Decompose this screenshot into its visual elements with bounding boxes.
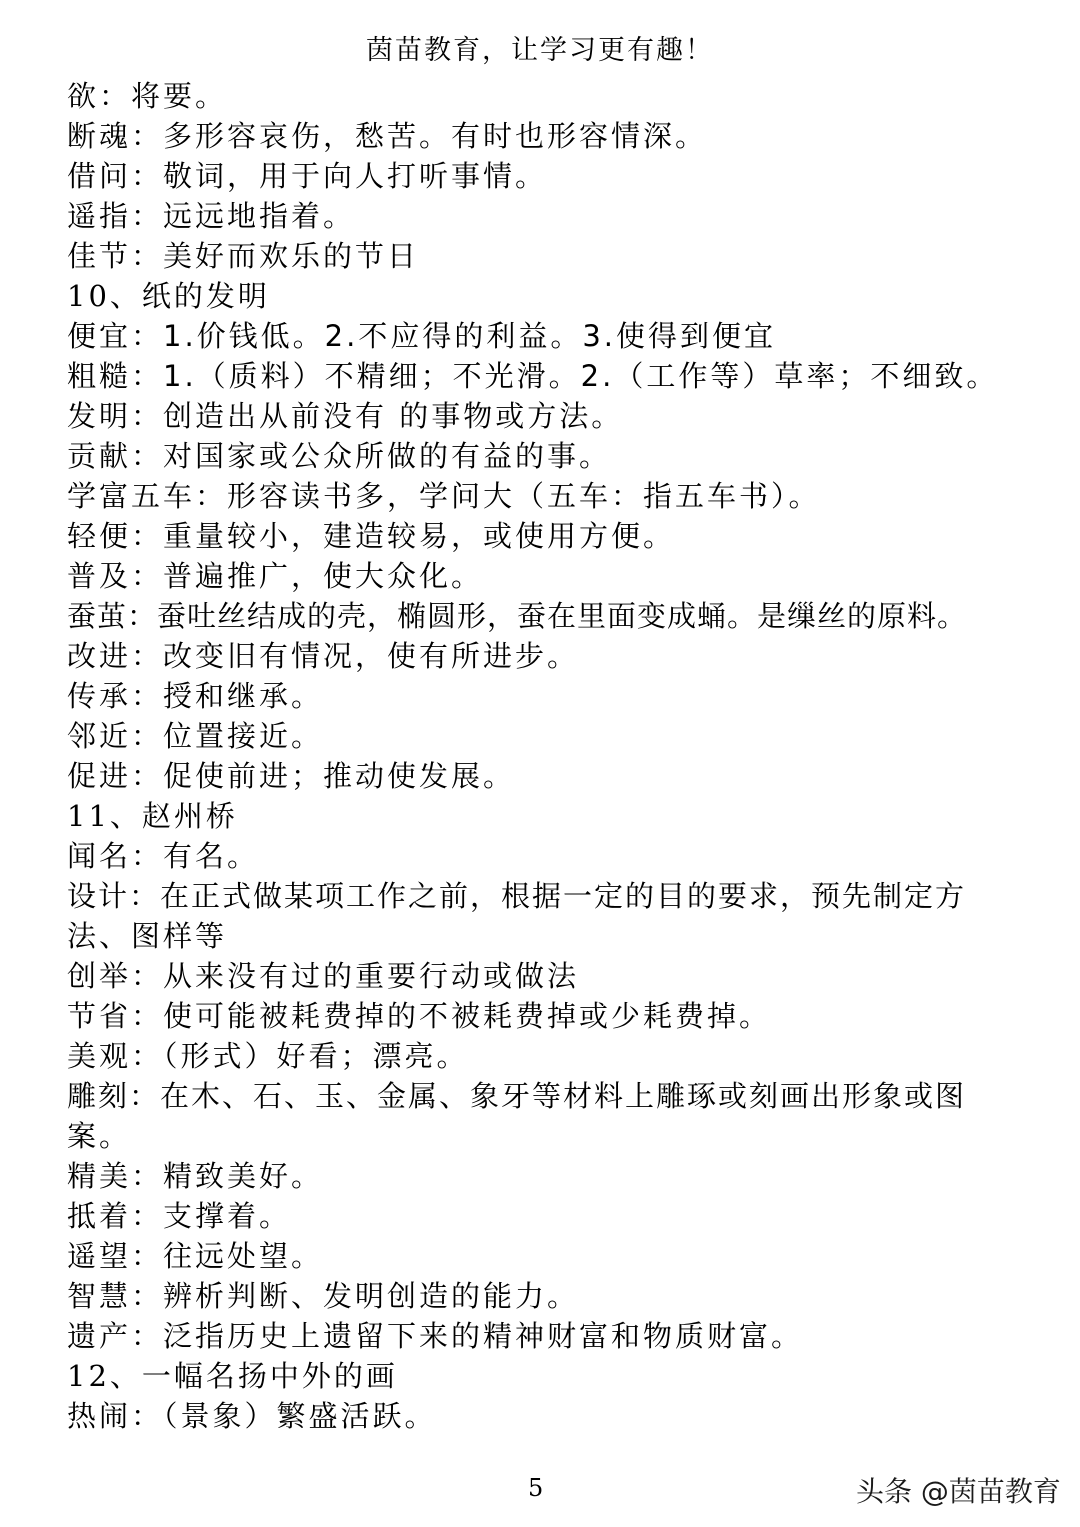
lesson-heading: 11、赵州桥: [67, 799, 238, 833]
page-number: 5: [528, 1474, 544, 1502]
definition-line: 普及：普遍推广，使大众化。: [67, 559, 484, 593]
definition-line: 贡献：对国家或公众所做的有益的事。: [67, 439, 612, 473]
definition-line: 设计：在正式做某项工作之前，根据一定的目的要求，预先制定方: [67, 879, 967, 913]
definition-line: 遗产：泛指历史上遗留下来的精神财富和物质财富。: [67, 1319, 804, 1353]
definition-line: 粗糙：1.（质料）不精细；不光滑。2.（工作等）草率；不细致。: [67, 359, 999, 393]
definition-line: 热闹：（景象）繁盛活跃。: [67, 1399, 437, 1433]
definition-line: 促进：促使前进；推动使发展。: [67, 759, 516, 793]
watermark: 头条 @茵苗教育: [856, 1475, 1061, 1508]
definition-line: 遥望：往远处望。: [67, 1239, 324, 1273]
definition-line: 美观：（形式）好看；漂亮。: [67, 1039, 469, 1073]
definition-line-continuation: 案。: [67, 1119, 132, 1153]
definition-line: 轻便：重量较小，建造较易，或使用方便。: [67, 519, 676, 553]
definition-line: 抵着：支撑着。: [67, 1199, 292, 1233]
definition-line: 发明：创造出从前没有 的事物或方法。: [67, 399, 624, 433]
document-body: [67, 76, 1027, 1436]
definition-line: 智慧：辨析判断、发明创造的能力。: [67, 1279, 580, 1313]
page-header-title: 茵苗教育，让学习更有趣！: [366, 35, 714, 66]
definition-line: 闻名：有名。: [67, 839, 260, 873]
definition-line: 佳节：美好而欢乐的节日: [67, 239, 420, 273]
definition-line: 传承：授和继承。: [67, 679, 324, 713]
definition-line: 创举：从来没有过的重要行动或做法: [67, 959, 580, 993]
lesson-heading: 12、一幅名扬中外的画: [67, 1359, 398, 1393]
definition-line: 蚕茧：蚕吐丝结成的壳，椭圆形，蚕在里面变成蛹。是缫丝的原料。: [67, 599, 968, 633]
definition-line: 便宜：1.价钱低。2.不应得的利益。3.使得到便宜: [67, 319, 777, 353]
definition-line: 借问：敬词，用于向人打听事情。: [67, 159, 548, 193]
definition-line: 精美：精致美好。: [67, 1159, 324, 1193]
definition-line-continuation: 法、图样等: [67, 919, 228, 953]
definition-line: 邻近：位置接近。: [67, 719, 324, 753]
definition-line: 改进：改变旧有情况，使有所进步。: [67, 639, 580, 673]
definition-line: 节省：使可能被耗费掉的不被耗费掉或少耗费掉。: [67, 999, 772, 1033]
definition-line: 遥指：远远地指着。: [67, 199, 356, 233]
definition-line: 学富五车：形容读书多，学问大（五车：指五车书）。: [67, 479, 821, 513]
definition-line: 欲：将要。: [67, 79, 228, 113]
definition-line: 断魂：多形容哀伤，愁苦。有时也形容情深。: [67, 119, 708, 153]
definition-line: 雕刻：在木、石、玉、金属、象牙等材料上雕琢或刻画出形象或图: [67, 1079, 967, 1113]
lesson-heading: 10、纸的发明: [67, 279, 270, 313]
